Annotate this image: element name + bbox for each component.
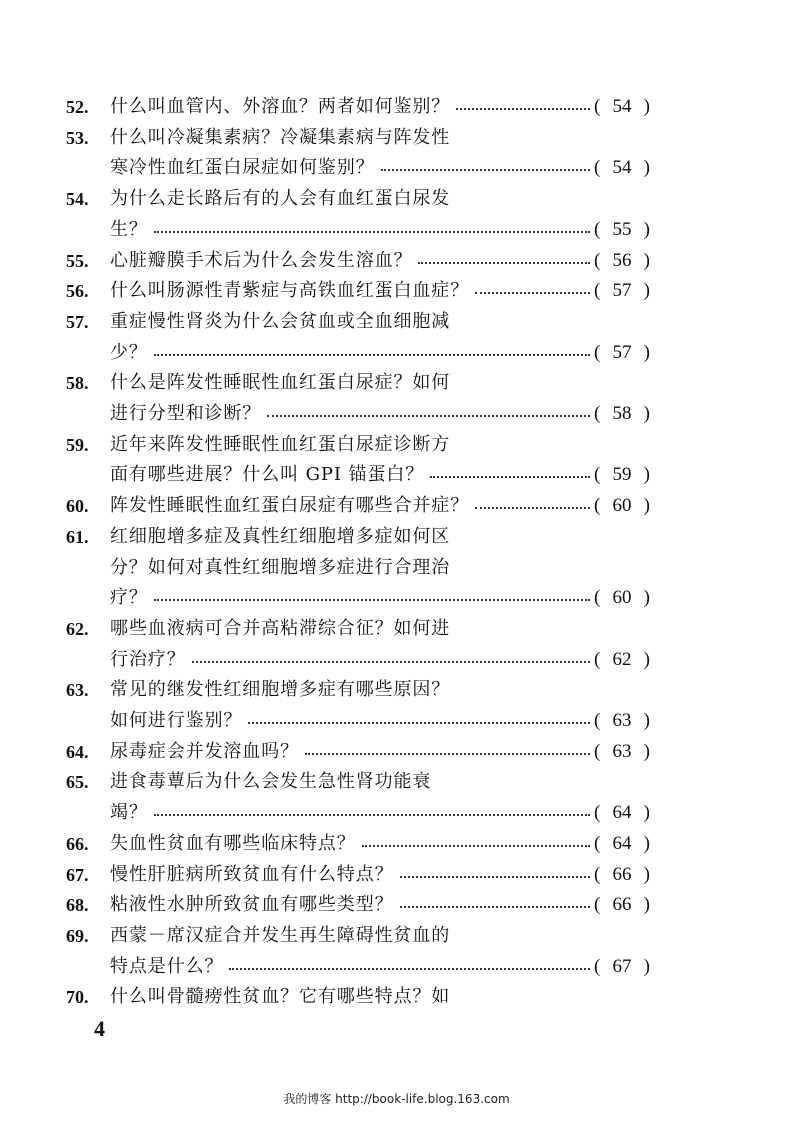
page-number: 4 [94,1016,105,1041]
toc-entry-text: 特点是什么？ [110,956,224,977]
open-paren: ( [594,464,601,485]
toc-entry-text: 阵发性睡眠性血红蛋白尿症有哪些合并症？ [110,495,470,516]
toc-page-ref [594,799,650,827]
toc-entry-text: 什么叫骨髓痨性贫血？它有哪些特点？如 [110,986,451,1007]
toc-entry-number: 54. [66,189,89,209]
close-paren: ) [643,741,650,762]
toc-entry-text: 行治疗？ [110,649,186,670]
toc-entry-text: 如何进行鉴别？ [110,710,243,731]
close-paren: ) [643,894,650,915]
toc-entry-number: 59. [66,435,89,455]
page-ref-number: 64 [612,802,632,823]
toc-entry-number: 63. [66,680,89,700]
toc-page-ref [594,400,650,428]
page-ref-number: 59 [612,464,632,485]
toc-entry-number: 56. [66,281,89,301]
close-paren: ) [643,342,650,363]
toc-entry-number: 67. [66,865,89,885]
toc-entry-text: 分？如何对真性红细胞增多症进行合理治 [110,557,451,578]
toc-line [0,339,793,367]
close-paren: ) [643,864,650,885]
dot-leader [418,262,590,264]
toc-page-ref [594,953,650,981]
dot-leader [400,906,590,908]
toc-entry-number: 55. [66,251,89,271]
toc-line [0,124,793,152]
toc-entry-text: 什么叫肠源性青紫症与高铁血红蛋白血症？ [110,280,470,301]
page-ref-number: 64 [612,833,632,854]
close-paren: ) [643,464,650,485]
toc-entry-text: 常见的继发性红细胞增多症有哪些原因？ [110,679,451,700]
page-ref-number: 60 [612,587,632,608]
toc-line [0,861,793,889]
toc-entry-number: 65. [66,772,89,792]
toc-page-ref [594,646,650,674]
page-ref-number: 57 [612,280,632,301]
toc-entry-text: 心脏瓣膜手术后为什么会发生溶血？ [110,250,413,271]
open-paren: ( [594,833,601,854]
toc-line [0,247,793,275]
toc-line [0,523,793,551]
toc-line [0,953,793,981]
toc-line [0,216,793,244]
toc-line [0,799,793,827]
open-paren: ( [594,219,601,240]
toc-entry-text: 尿毒症会并发溶血吗？ [110,741,299,762]
dot-leader [154,814,590,816]
toc-entry-number: 68. [66,895,89,915]
open-paren: ( [594,157,601,178]
toc-line [0,707,793,735]
page-ref-number: 55 [612,219,632,240]
page-ref-number: 66 [612,864,632,885]
close-paren: ) [643,495,650,516]
toc-entry-text: 生？ [110,219,148,240]
toc-line [0,768,793,796]
page-ref-number: 57 [612,342,632,363]
page-ref-number: 54 [612,96,632,117]
dot-leader [154,354,590,356]
open-paren: ( [594,495,601,516]
open-paren: ( [594,342,601,363]
dot-leader [362,845,590,847]
page-ref-number: 60 [612,495,632,516]
page-ref-number: 62 [612,649,632,670]
toc-line [0,431,793,459]
open-paren: ( [594,649,601,670]
toc-line [0,461,793,489]
toc-entry-number: 69. [66,926,89,946]
toc-entry-text: 西蒙－席汉症合并发生再生障碍性贫血的 [110,925,451,946]
toc-line [0,922,793,950]
toc-line [0,830,793,858]
toc-entry-number: 66. [66,834,89,854]
toc-entry-text: 竭？ [110,802,148,823]
close-paren: ) [643,649,650,670]
toc-entry-number: 62. [66,619,89,639]
toc-entry-text: 什么叫冷凝集素病？冷凝集素病与阵发性 [110,127,451,148]
close-paren: ) [643,833,650,854]
dot-leader [381,169,590,171]
toc-entry-text: 粘液性水肿所致贫血有哪些类型？ [110,894,394,915]
close-paren: ) [643,587,650,608]
toc-line [0,738,793,766]
toc-entry-text: 什么是阵发性睡眠性血红蛋白尿症？如何 [110,372,451,393]
close-paren: ) [643,956,650,977]
close-paren: ) [643,403,650,424]
dot-leader [430,476,590,478]
toc-page-ref [594,861,650,889]
dot-leader [475,507,590,509]
toc-page-ref [594,738,650,766]
open-paren: ( [594,956,601,977]
toc-entry-text: 疗？ [110,587,148,608]
toc-entry-text: 少？ [110,342,148,363]
open-paren: ( [594,587,601,608]
dot-leader [400,876,590,878]
toc-entry-text: 失血性贫血有哪些临床特点？ [110,833,356,854]
toc-line [0,676,793,704]
toc-page-ref [594,154,650,182]
close-paren: ) [643,280,650,301]
toc-page-ref [594,277,650,305]
toc-line [0,369,793,397]
close-paren: ) [643,250,650,271]
toc-entry-text: 为什么走长路后有的人会有血红蛋白尿发 [110,188,451,209]
toc-page-ref [594,584,650,612]
toc-page-ref [594,93,650,121]
toc-line [0,646,793,674]
toc-page-ref [594,492,650,520]
toc-entry-text: 进食毒蕈后为什么会发生急性肾功能衰 [110,771,432,792]
toc-line [0,554,793,582]
dot-leader [305,753,590,755]
toc-line [0,492,793,520]
dot-leader [267,415,590,417]
page-ref-number: 63 [612,741,632,762]
toc-entry-text: 近年来阵发性睡眠性血红蛋白尿症诊断方 [110,434,451,455]
toc-line [0,584,793,612]
toc-entry-text: 进行分型和诊断？ [110,403,262,424]
page-ref-number: 56 [612,250,632,271]
toc-entry-number: 53. [66,128,89,148]
close-paren: ) [643,802,650,823]
dot-leader [248,722,590,724]
close-paren: ) [643,157,650,178]
toc-page-ref [594,247,650,275]
open-paren: ( [594,741,601,762]
dot-leader [456,108,590,110]
open-paren: ( [594,250,601,271]
toc-entry-number: 58. [66,373,89,393]
toc-entry-text: 面有哪些进展？什么叫 GPI 锚蛋白？ [110,464,425,485]
open-paren: ( [594,96,601,117]
toc-page-ref [594,216,650,244]
toc-line [0,615,793,643]
toc-line [0,891,793,919]
toc-line [0,185,793,213]
toc-line [0,308,793,336]
toc-entry-number: 70. [66,987,89,1007]
toc-line [0,277,793,305]
toc-page-ref [594,891,650,919]
page-ref-number: 58 [612,403,632,424]
footer-watermark: 我的博客 http://book-life.blog.163.com [283,1092,510,1106]
toc-entry-number: 64. [66,742,89,762]
toc-entry-text: 寒冷性血红蛋白尿症如何鉴别？ [110,157,375,178]
toc-entry-text: 重症慢性肾炎为什么会贫血或全血细胞减 [110,311,451,332]
close-paren: ) [643,710,650,731]
open-paren: ( [594,894,601,915]
open-paren: ( [594,710,601,731]
toc-page-ref [594,339,650,367]
page-ref-number: 63 [612,710,632,731]
close-paren: ) [643,219,650,240]
toc-entry-number: 60. [66,496,89,516]
toc-page-ref [594,707,650,735]
toc-line [0,154,793,182]
toc-line [0,93,793,121]
toc-line [0,400,793,428]
page-ref-number: 67 [612,956,632,977]
toc-entry-text: 什么叫血管内、外溶血？两者如何鉴别？ [110,96,451,117]
toc-entry-number: 52. [66,97,89,117]
dot-leader [154,599,590,601]
dot-leader [229,968,590,970]
open-paren: ( [594,280,601,301]
toc-entry-text: 哪些血液病可合并高粘滞综合征？如何进 [110,618,451,639]
toc-page-ref [594,461,650,489]
toc-line [0,983,793,1011]
toc-entry-number: 57. [66,312,89,332]
dot-leader [192,661,590,663]
open-paren: ( [594,403,601,424]
page-ref-number: 66 [612,894,632,915]
page-ref-number: 54 [612,157,632,178]
toc-entry-text: 红细胞增多症及真性红细胞增多症如何区 [110,526,451,547]
dot-leader [475,292,590,294]
open-paren: ( [594,864,601,885]
toc-page-ref [594,830,650,858]
toc-entry-number: 61. [66,527,89,547]
open-paren: ( [594,802,601,823]
close-paren: ) [643,96,650,117]
toc-entry-text: 慢性肝脏病所致贫血有什么特点？ [110,864,394,885]
dot-leader [154,231,590,233]
